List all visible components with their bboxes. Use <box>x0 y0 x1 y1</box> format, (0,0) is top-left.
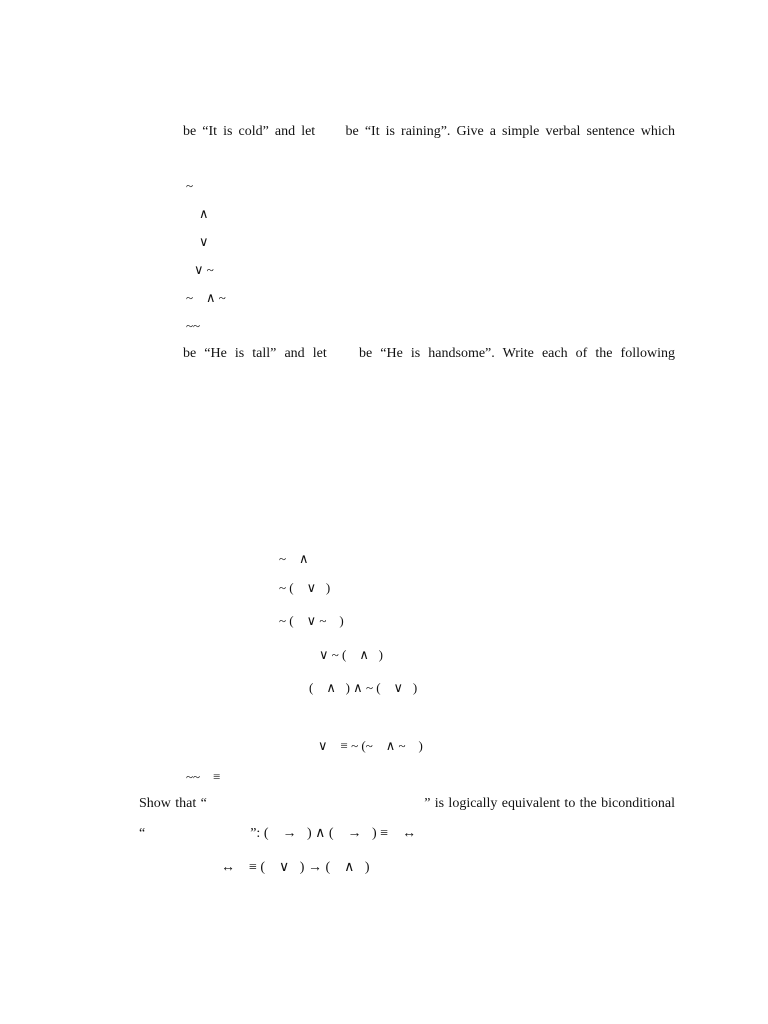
problem1-item-double-negation: ~~ <box>186 318 201 333</box>
problem1-intro: be “It is cold” and let be “It is raining”. Give a simple verbal sentence which <box>183 124 675 139</box>
expression-2: ~ ( ∨ ) <box>279 580 331 595</box>
problem3-line1: Show that “ ” is logically equivalent to the biconditional <box>139 796 675 811</box>
problem1-item-disjunction: ∨ <box>199 234 209 249</box>
problem3-line2: “ ”: ( → ) ∧ ( → ) ≡ ↔ <box>139 826 417 841</box>
expression-7: ~~ ≡ <box>186 769 221 784</box>
expression-1: ~ ∧ <box>279 551 309 566</box>
expression-6: ∨ ≡ ~ (~ ∧ ~ ) <box>318 738 423 753</box>
problem1-item-disjunction-negation: ∨ ~ <box>194 262 214 277</box>
problem1-item-negation: ~ <box>186 178 194 193</box>
problem1-item-conjunction: ∧ <box>199 206 209 221</box>
problem1-item-negation-conjunction: ~ ∧ ~ <box>186 290 226 305</box>
expression-5: ( ∧ ) ∧ ~ ( ∨ ) <box>309 680 418 695</box>
expression-3: ~ ( ∨ ~ ) <box>279 613 344 628</box>
expression-4: ∨ ~ ( ∧ ) <box>319 647 383 662</box>
problem3-line3: ↔ ≡ ( ∨ ) → ( ∧ ) <box>221 860 370 875</box>
problem2-intro: be “He is tall” and let be “He is handsome”. Write each of the following <box>183 346 675 361</box>
